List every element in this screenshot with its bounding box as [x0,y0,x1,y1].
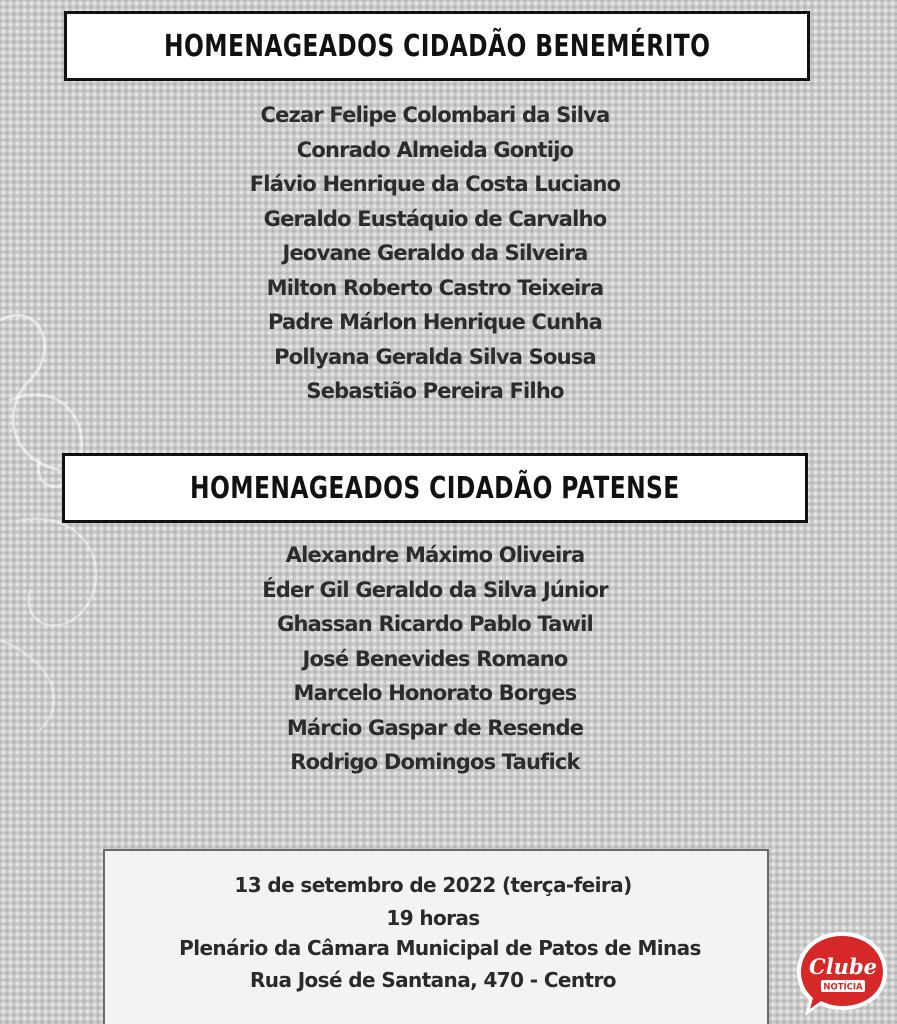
list-item: Geraldo Eustáquio de Carvalho [263,206,607,231]
section-title-benemerito: HOMENAGEADOS CIDADÃO BENEMÉRITO [163,28,711,64]
list-item: José Benevides Romano [302,646,568,671]
list-item: Milton Roberto Castro Teixeira [266,275,604,300]
event-time: 19 horas [386,906,480,930]
list-item: Marcelo Honorato Borges [293,681,577,705]
list-item: Flávio Henrique da Costa Luciano [249,172,621,196]
list-item: Conrado Almeida Gontijo [296,137,574,162]
event-address: Rua José de Santana, 470 - Centro [250,968,616,992]
list-item: Rodrigo Domingos Taufick [290,750,580,774]
logo-sub-text: NOTÍCIA [823,982,863,993]
clube-noticia-logo [793,928,891,1020]
honoree-list-benemerito [0,98,870,409]
section-title-box-patense [62,453,808,523]
list-item: Sebastião Pereira Filho [306,379,564,403]
list-item: Éder Gil Geraldo da Silva Júnior [262,577,608,602]
section-title-box-benemerito [64,11,810,81]
section-title-patense: HOMENAGEADOS CIDADÃO PATENSE [190,470,680,506]
list-item: Padre Márlon Henrique Cunha [268,310,602,334]
list-item: Pollyana Geralda Silva Sousa [274,344,596,369]
list-item: Márcio Gaspar de Resende [286,715,584,740]
list-item: Ghassan Ricardo Pablo Tawil [277,612,593,636]
list-item: Jeovane Geraldo da Silveira [282,241,588,265]
list-item: Cezar Felipe Colombari da Silva [260,103,610,127]
logo-brand-text: Clube [808,954,878,979]
list-item: Alexandre Máximo Oliveira [285,543,585,567]
event-venue: Plenário da Câmara Municipal de Patos de Minas [179,936,701,960]
honoree-list-patense [0,538,870,780]
event-date: 13 de setembro de 2022 (terça-feira) [234,873,632,897]
